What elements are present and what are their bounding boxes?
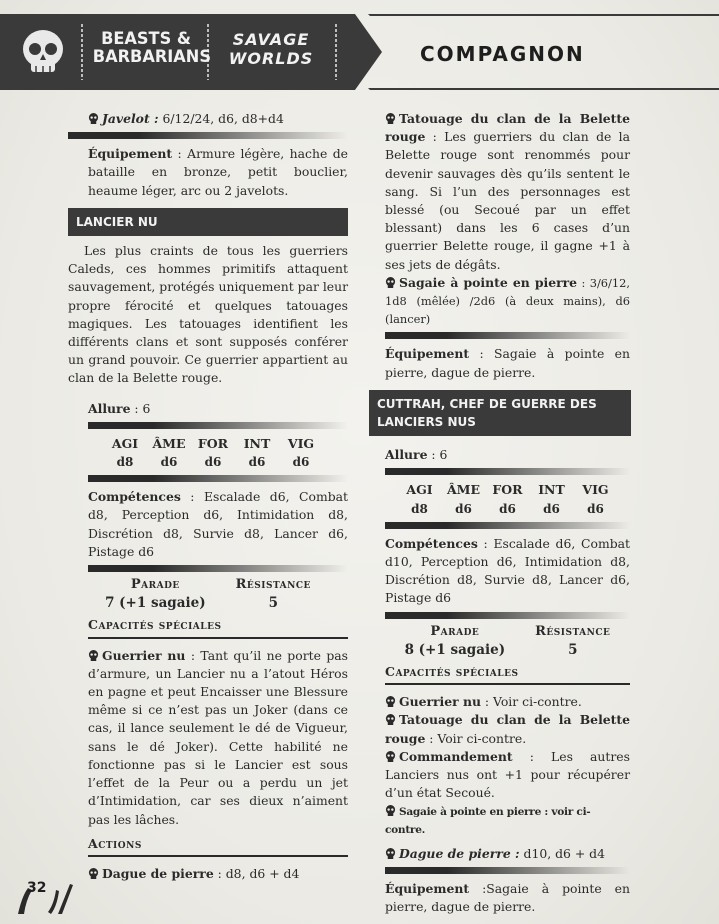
equipment-label: Équipement	[385, 346, 470, 362]
divider	[385, 683, 630, 685]
skull-bullet-icon	[88, 113, 99, 124]
gn-line	[385, 693, 630, 711]
stat-for: FOR d6	[492, 482, 523, 516]
equipment-text: :Sagaie à pointe en pierre, dague de pierre.	[385, 881, 630, 915]
parade-block: Parade 7 (+1 sagaie)	[105, 577, 206, 612]
allure-value: : 6	[130, 400, 151, 416]
equipment-label: Équipement	[385, 881, 470, 897]
page-number: 32	[27, 880, 47, 896]
actions-heading: Actions	[88, 835, 142, 851]
cuttrah-banner: CUTTRAH, CHEF DE GUERRE DES LANCIERS NUS	[369, 390, 631, 436]
left-column	[68, 110, 348, 883]
logo-line-2: BARBARIANS	[92, 47, 211, 67]
stat-agi: AGI d8	[111, 435, 139, 470]
page-corner-ornament	[14, 876, 94, 916]
stat-for: FOR d6	[197, 435, 229, 470]
capacites-heading: Capacités spéciales	[88, 617, 222, 633]
commandement-text: : Les autres Lanciers nus ont +1 pour récupérer d’un état Secoué.	[385, 748, 630, 801]
parade-resistance	[68, 576, 348, 612]
tatouage-paragraph	[385, 110, 630, 274]
guerrier-nu-label: Guerrier nu	[102, 647, 186, 663]
skull-bullet-icon	[385, 848, 396, 859]
divider	[88, 855, 348, 857]
competences-paragraph-right	[385, 535, 630, 608]
javelot-line	[68, 110, 348, 128]
stat-vig: VIG d6	[582, 482, 609, 516]
divider	[385, 332, 630, 339]
attributes-table-right	[385, 481, 630, 517]
divider	[385, 867, 630, 874]
allure-value: : 6	[427, 447, 448, 463]
javelot-value: 6/12/24, d6, d8+d4	[158, 111, 284, 126]
stat-agi: AGI d8	[406, 482, 433, 516]
equipment2-paragraph	[385, 880, 630, 916]
sw-line-2: WORLDS	[228, 49, 314, 68]
divider	[88, 637, 348, 639]
sagaie2-text: Sagaie à pointe en pierre : voir ci-contre.	[385, 805, 591, 836]
tatouage2-text: : Voir ci-contre.	[425, 730, 527, 746]
stat-int: INT d6	[538, 482, 565, 516]
caps-header-wrap	[68, 616, 348, 883]
dague-label: Dague de pierre :	[399, 845, 520, 861]
resistance-block: Résistance 5	[235, 577, 311, 612]
capacites-heading: Capacités spéciales	[385, 664, 519, 680]
divider	[88, 565, 348, 572]
guerrier-nu-text: : Tant qu’il ne porte pas d’armure, un Lancier nu a l’atout Héros en pagne et peut Encaisser une Blessure même si ce n’est pas un Joker (dans ce cas, il lance seulement le dé de Vigueur, sans le dé Joker). Cette habilité ne fonctionne pas si le Lancier est sous l’effet de la Peur ou a perdu un jet d’Intimidation, car ses dieux n’aiment pas les lâches.	[88, 647, 348, 827]
divider	[385, 468, 630, 475]
divider	[88, 475, 348, 482]
logo-line-1: BEASTS &	[101, 29, 191, 49]
section-title: COMPAGNON	[420, 42, 585, 66]
commandement-paragraph	[385, 748, 630, 803]
guerrier-nu-paragraph	[88, 647, 348, 829]
stat-ame: ÂME d6	[446, 482, 481, 516]
competences-paragraph	[68, 488, 348, 561]
competences-label: Compétences	[88, 489, 181, 505]
competences-text: : Escalade d6, Combat d8, Perception d6, Intimidation d8, Discrétion d8, Survie d8, Lancer d6, Pistage d6	[88, 489, 348, 559]
sagaie2-line	[385, 803, 630, 839]
allure-label: Allure	[385, 447, 428, 463]
tatouage2-paragraph	[385, 711, 630, 747]
skull-bullet-icon	[385, 696, 396, 707]
attributes-table	[68, 435, 348, 471]
skull-bullet-icon	[385, 277, 396, 288]
competences-text: : Escalade d6, Combat d10, Perception d6, Intimidation d8, Discrétion d8, Survie d8, Lancer d6, Pistage d6	[385, 535, 630, 606]
skull-bullet-icon	[385, 113, 396, 124]
equipment-paragraph	[68, 145, 348, 200]
allure-line-right	[385, 446, 630, 464]
dague-value: : d8, d6 + d4	[213, 865, 300, 881]
stat-int: INT d6	[243, 435, 271, 470]
sagaie-paragraph	[385, 274, 630, 329]
sw-line-1: SAVAGE	[232, 30, 310, 49]
stat-vig: VIG d6	[287, 435, 315, 470]
dague-value: d10, d6 + d4	[519, 845, 605, 861]
skull-bullet-icon	[88, 650, 99, 661]
lancier-intro: Les plus craints de tous les guerriers Caleds, ces hommes primitifs attaquent sauvagement, protégés uniquement par leur propre férocité et quelques tatouages magiques. Les tatouages identifient les différents clans et sont supposés conférer un grand pouvoir. Ce guerrier appartient au clan de la Belette rouge.	[68, 243, 349, 386]
javelot-label: Javelot :	[102, 111, 159, 126]
equipment-text: : Armure légère, hache de bataille en bronze, petit bouclier, heaume léger, arc ou 2 javelots.	[88, 146, 348, 198]
parade-resistance-right	[385, 623, 630, 659]
guerrier-nu-label: Guerrier nu	[399, 694, 481, 710]
equipment-paragraph-right	[385, 345, 630, 381]
allure-label: Allure	[88, 400, 131, 416]
guerrier-nu-text: : Voir ci-contre.	[480, 694, 582, 710]
tatouage2-label: Tatouage du clan de la Belette rouge	[385, 712, 630, 746]
competences-label: Compétences	[385, 535, 478, 551]
divider	[68, 132, 348, 139]
resistance-block: Résistance 5	[535, 623, 611, 658]
right-column	[377, 110, 630, 917]
dague-label: Dague de pierre	[102, 865, 214, 881]
skull-bullet-icon	[385, 751, 396, 762]
beasts-barbarians-logo	[92, 29, 211, 67]
commandement-label: Commandement	[399, 748, 513, 764]
tatouage-text: : Les guerriers du clan de la Belette rouge sont renommés pour devenir sauvages dès qu’ils sentent le sang. Si l’un des personnages est blessé (ou Secoué par un effet blessant) dans les 6 cases d’un guerrier Belette rouge, il gagne +1 à ses jets de dégâts.	[385, 129, 630, 272]
equipment-text: : Sagaie à pointe en pierre, dague de pierre.	[385, 346, 630, 380]
equipment-label: Équipement	[88, 146, 173, 162]
page-header	[0, 0, 719, 100]
savage-worlds-logo	[216, 30, 326, 68]
sagaie-text: : 3/6/12, 1d8 (mêlée) /2d6 (à deux mains), d6 (lancer)	[385, 275, 630, 327]
lancier-nu-banner: LANCIER NU	[68, 208, 348, 236]
tatouage-label: Tatouage du clan de la Belette rouge	[385, 111, 630, 145]
divider	[385, 612, 630, 619]
skull-bullet-icon	[385, 805, 396, 816]
divider	[385, 522, 630, 529]
dague-line	[88, 865, 348, 883]
allure-line	[68, 400, 348, 418]
dague-line-right	[385, 845, 630, 863]
divider	[88, 422, 348, 429]
sagaie-label: Sagaie à pointe en pierre	[399, 274, 578, 290]
stat-ame: ÂME d6	[152, 435, 186, 470]
skull-logo-icon	[14, 22, 72, 80]
skull-bullet-icon	[385, 714, 396, 725]
parade-block: Parade 8 (+1 sagaie)	[404, 623, 506, 658]
